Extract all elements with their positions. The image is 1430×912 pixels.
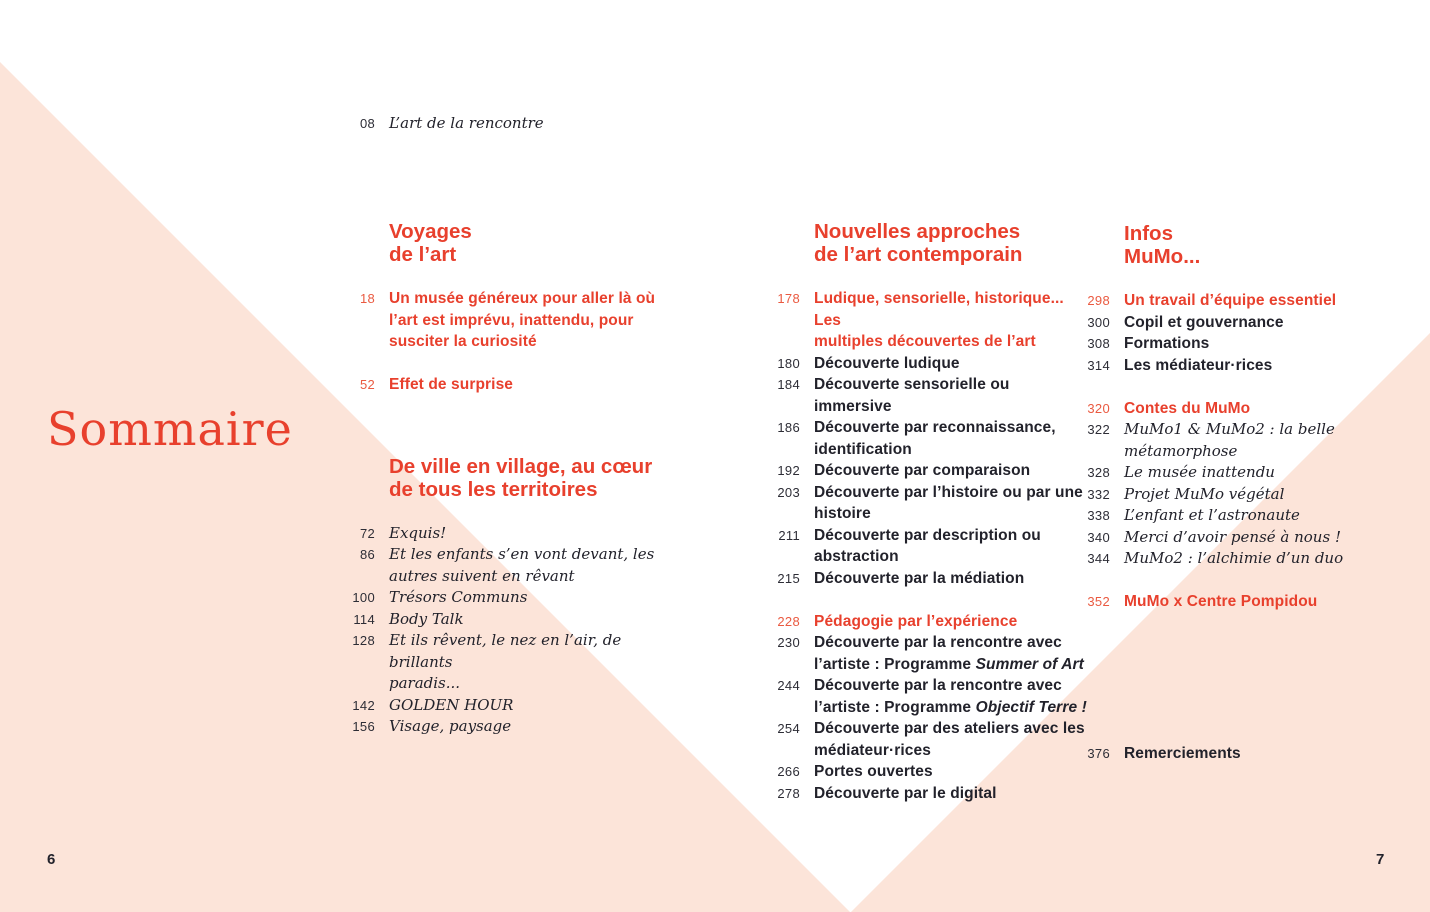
toc-entry <box>1078 398 1348 420</box>
toc-entry <box>768 482 1088 525</box>
toc-entry-number: 376 <box>1087 745 1110 761</box>
toc-entry-line: Contes du MuMo <box>1124 399 1251 417</box>
toc-entry-line: Et ils rêvent, le nez en l’air, de brillants <box>389 631 622 671</box>
toc-entry-line: Visage, paysage <box>389 717 512 735</box>
toc-entry-number: 254 <box>777 721 800 736</box>
toc-entry-text <box>1124 505 1300 527</box>
toc-entry <box>343 288 673 353</box>
toc-entry-number: 211 <box>778 527 800 543</box>
toc-entry-line: GOLDEN HOUR <box>389 695 514 714</box>
section-heading-line: de l’art contemporain <box>814 243 1023 266</box>
toc-entry-line: métamorphose <box>1124 441 1238 460</box>
toc-entry-line: susciter la curiosité <box>389 333 537 350</box>
toc-entry-line: abstraction <box>814 548 899 565</box>
toc-entry-line: Les médiateur·rices <box>1124 356 1273 374</box>
toc-entry-line: Découverte par description ou <box>814 526 1041 544</box>
toc-entry-text <box>814 675 1087 718</box>
toc-entry-line: Découverte par reconnaissance, <box>814 419 1056 436</box>
toc-entry-text <box>389 587 527 609</box>
toc-entry-line: Découverte par le digital <box>814 784 997 802</box>
toc-entry-line: Trésors Communs <box>389 588 528 606</box>
toc-entry-line: Un musée généreux pour aller là où <box>389 290 656 307</box>
section-heading-line: Infos <box>1124 222 1173 245</box>
toc-entry-line: Copil et gouvernance <box>1124 313 1284 331</box>
section-heading-line: MuMo... <box>1124 245 1201 268</box>
toc-entry-line: Le musée inattendu <box>1124 463 1275 481</box>
toc-entry-text <box>389 630 673 695</box>
toc-entry-line: Découverte par la rencontre avec <box>814 677 1062 694</box>
toc-entry-line: Découverte par l’histoire ou par une <box>814 483 1083 501</box>
page-title: Sommaire <box>47 402 293 456</box>
toc-entry-line: Exquis! <box>389 523 447 542</box>
toc-entry-number: 338 <box>1087 508 1110 523</box>
toc-entry-number: 352 <box>1087 594 1110 609</box>
toc-entry-line: Merci d’avoir pensé à nous ! <box>1124 527 1341 546</box>
toc-entry <box>768 374 1088 417</box>
toc-entry <box>1078 290 1348 312</box>
toc-entry-number: 08 <box>359 116 375 131</box>
toc-entry-number: 18 <box>359 291 375 306</box>
toc-entry-number: 192 <box>777 463 800 478</box>
toc-entry-number: 52 <box>359 377 375 392</box>
toc-entry-text <box>389 609 464 631</box>
toc-entry-text <box>1124 290 1336 312</box>
toc-entry-line: Ludique, sensorielle, historique... Les <box>814 290 1064 329</box>
toc-entry-number: 266 <box>777 764 800 779</box>
toc-entry <box>768 417 1088 460</box>
toc-entry-text: L’art de la rencontre <box>389 114 544 132</box>
toc-entry-number: 308 <box>1087 336 1110 351</box>
toc-entry-line: Découverte ludique <box>814 354 960 372</box>
toc-entry-text <box>814 568 1024 590</box>
toc-entry-number: 156 <box>352 719 375 734</box>
section-heading-line: Nouvelles approches <box>814 220 1021 243</box>
toc-entry-number: 203 <box>777 484 800 500</box>
toc-entry-text <box>1124 333 1209 355</box>
toc-entry <box>768 718 1088 761</box>
toc-entry-line: Effet de surprise <box>389 376 514 393</box>
toc-entry-text <box>389 523 446 545</box>
toc-entry-number: 186 <box>777 420 800 435</box>
toc-section <box>343 220 673 396</box>
toc-entry-text <box>1124 355 1272 377</box>
toc-section <box>768 220 1088 804</box>
toc-entry-number: 215 <box>777 570 800 586</box>
toc-entry <box>343 544 673 587</box>
toc-entry-line: l’artiste : Programme Objectif Terre ! <box>814 698 1087 716</box>
toc-entry-number: 314 <box>1087 357 1110 373</box>
toc-entry-text <box>1124 312 1284 334</box>
toc-entry-text <box>814 611 1017 633</box>
toc-entry-text <box>814 288 1088 353</box>
toc-entry-number: 86 <box>359 547 375 562</box>
toc-entry-text <box>814 632 1084 675</box>
toc-section <box>343 455 673 738</box>
toc-entry-number: 322 <box>1087 422 1110 437</box>
toc-entry-number: 320 <box>1087 400 1110 416</box>
toc-entry <box>343 630 673 695</box>
toc-entry-line: Découverte par des ateliers avec les <box>814 720 1085 737</box>
toc-entry-line: Découverte sensorielle ou immersive <box>814 376 1010 415</box>
toc-entry-number: 278 <box>777 785 800 801</box>
toc-entry-text <box>1124 548 1343 570</box>
toc-entry-number: 300 <box>1087 314 1110 330</box>
toc-entry-line: Projet MuMo végétal <box>1124 484 1285 503</box>
toc-entry-text <box>1124 462 1275 484</box>
toc-entry <box>1078 333 1348 355</box>
toc-entry-line: MuMo x Centre Pompidou <box>1124 593 1318 610</box>
section-heading-line: de l’art <box>389 243 457 266</box>
toc-entry-number: 344 <box>1087 551 1110 566</box>
toc-entry-line: Remerciements <box>1124 744 1241 762</box>
toc-column-nouvelles-approches <box>768 220 1088 804</box>
toc-entry-text <box>814 417 1056 460</box>
toc-entry <box>768 568 1088 590</box>
toc-entry <box>768 611 1088 633</box>
toc-entry-number: 332 <box>1087 486 1110 502</box>
section-heading-line: Voyages <box>389 220 472 243</box>
toc-entry-text <box>814 718 1085 761</box>
toc-entry <box>343 523 673 545</box>
toc-entry-line: multiples découvertes de l’art <box>814 333 1036 350</box>
page-number-right: 7 <box>1376 851 1385 868</box>
toc-entry-number: 228 <box>777 613 800 629</box>
toc-entry-line: Body Talk <box>389 609 464 628</box>
toc-entry <box>1078 591 1348 613</box>
toc-entry <box>1078 527 1348 549</box>
toc-entry-number: 298 <box>1087 293 1110 308</box>
toc-entry-text <box>1124 591 1317 613</box>
toc-entry <box>768 525 1088 568</box>
toc-entry-text <box>814 460 1030 482</box>
toc-entry-text <box>389 288 655 353</box>
toc-entry-line: L’enfant et l’astronaute <box>1124 506 1300 524</box>
toc-entry-text <box>814 761 933 783</box>
toc-entry-line: l’artiste : Programme Summer of Art <box>814 655 1084 673</box>
toc-entry <box>768 288 1088 353</box>
section-heading <box>768 220 1088 266</box>
toc-entry-line: Formations <box>1124 335 1210 352</box>
toc-entry-line: Et les enfants s’en vont devant, les <box>389 545 655 563</box>
toc-entry <box>343 374 673 396</box>
toc-entry <box>1078 312 1348 334</box>
toc-entry-line: l’art est imprévu, inattendu, pour <box>389 311 634 329</box>
toc-entry-number: 230 <box>777 635 800 650</box>
toc-entry-line: médiateur·rices <box>814 741 931 759</box>
toc-entry <box>1078 484 1348 506</box>
toc-entry-number: 184 <box>777 377 800 392</box>
page-number-left: 6 <box>47 851 56 868</box>
toc-entry-line: Pédagogie par l’expérience <box>814 612 1018 630</box>
section-heading-line: de tous les territoires <box>389 477 598 501</box>
toc-entry <box>1078 462 1348 484</box>
toc-entry <box>768 675 1088 718</box>
toc-entry-line: Portes ouvertes <box>814 763 933 780</box>
toc-entry-line: Découverte par la rencontre avec <box>814 634 1062 651</box>
toc-entry-text <box>814 482 1083 525</box>
intro-toc-entry <box>343 113 544 135</box>
toc-entry <box>1078 505 1348 527</box>
toc-entry <box>343 716 673 738</box>
toc-entry-text <box>1124 527 1341 549</box>
toc-entry-line: Découverte par comparaison <box>814 462 1031 479</box>
toc-entry-number: 100 <box>352 590 375 605</box>
toc-entry <box>768 353 1088 375</box>
toc-entry-text <box>389 544 654 587</box>
toc-entry-number: 114 <box>353 611 375 627</box>
toc-entry-number: 142 <box>352 697 375 713</box>
toc-entry-number: 244 <box>777 678 800 693</box>
toc-entry-text <box>389 716 511 738</box>
toc-entry-text <box>1124 484 1284 506</box>
toc-entry <box>343 695 673 717</box>
toc-entry-line: Un travail d’équipe essentiel <box>1124 292 1337 309</box>
toc-entry-number: 178 <box>777 291 800 306</box>
toc-entry-number: 340 <box>1087 529 1110 545</box>
toc-entry-line: Découverte par la médiation <box>814 569 1025 587</box>
toc-entry-line: paradis... <box>389 674 461 692</box>
toc-entry-line: MuMo1 & MuMo2 : la belle <box>1124 420 1335 438</box>
toc-entry-text <box>1124 743 1241 765</box>
toc-entry-line: histoire <box>814 505 871 522</box>
toc-entry-number: 72 <box>359 525 375 541</box>
toc-entry-number: 328 <box>1087 465 1110 480</box>
toc-section <box>1078 222 1348 764</box>
toc-entry-text <box>814 353 960 375</box>
toc-entry <box>343 609 673 631</box>
toc-entry-text <box>1124 419 1335 462</box>
toc-entry <box>1078 355 1348 377</box>
toc-entry <box>1078 548 1348 570</box>
toc-entry <box>343 587 673 609</box>
toc-entry <box>768 460 1088 482</box>
section-heading <box>343 455 673 501</box>
toc-entry-text <box>814 374 1088 417</box>
toc-entry-text <box>814 525 1041 568</box>
toc-column-voyages <box>343 220 673 738</box>
toc-entry-line: identification <box>814 440 912 458</box>
toc-entry <box>1078 419 1348 462</box>
toc-entry <box>768 632 1088 675</box>
toc-entry-number: 128 <box>352 633 375 648</box>
toc-column-infos-mumo <box>1078 222 1348 764</box>
section-heading <box>343 220 673 266</box>
toc-entry <box>1078 743 1348 765</box>
toc-entry-text <box>1124 398 1250 420</box>
toc-entry-text <box>814 783 997 805</box>
toc-entry-number: 180 <box>777 355 800 371</box>
toc-entry-text <box>389 695 513 717</box>
toc-entry-text <box>389 374 513 396</box>
toc-entry <box>768 783 1088 805</box>
section-heading <box>1078 222 1348 268</box>
section-heading-line: De ville en village, au cœur <box>389 454 653 478</box>
toc-entry-line: MuMo2 : l’alchimie d’un duo <box>1124 549 1344 567</box>
toc-entry-line: autres suivent en rêvant <box>389 566 575 585</box>
toc-entry <box>768 761 1088 783</box>
